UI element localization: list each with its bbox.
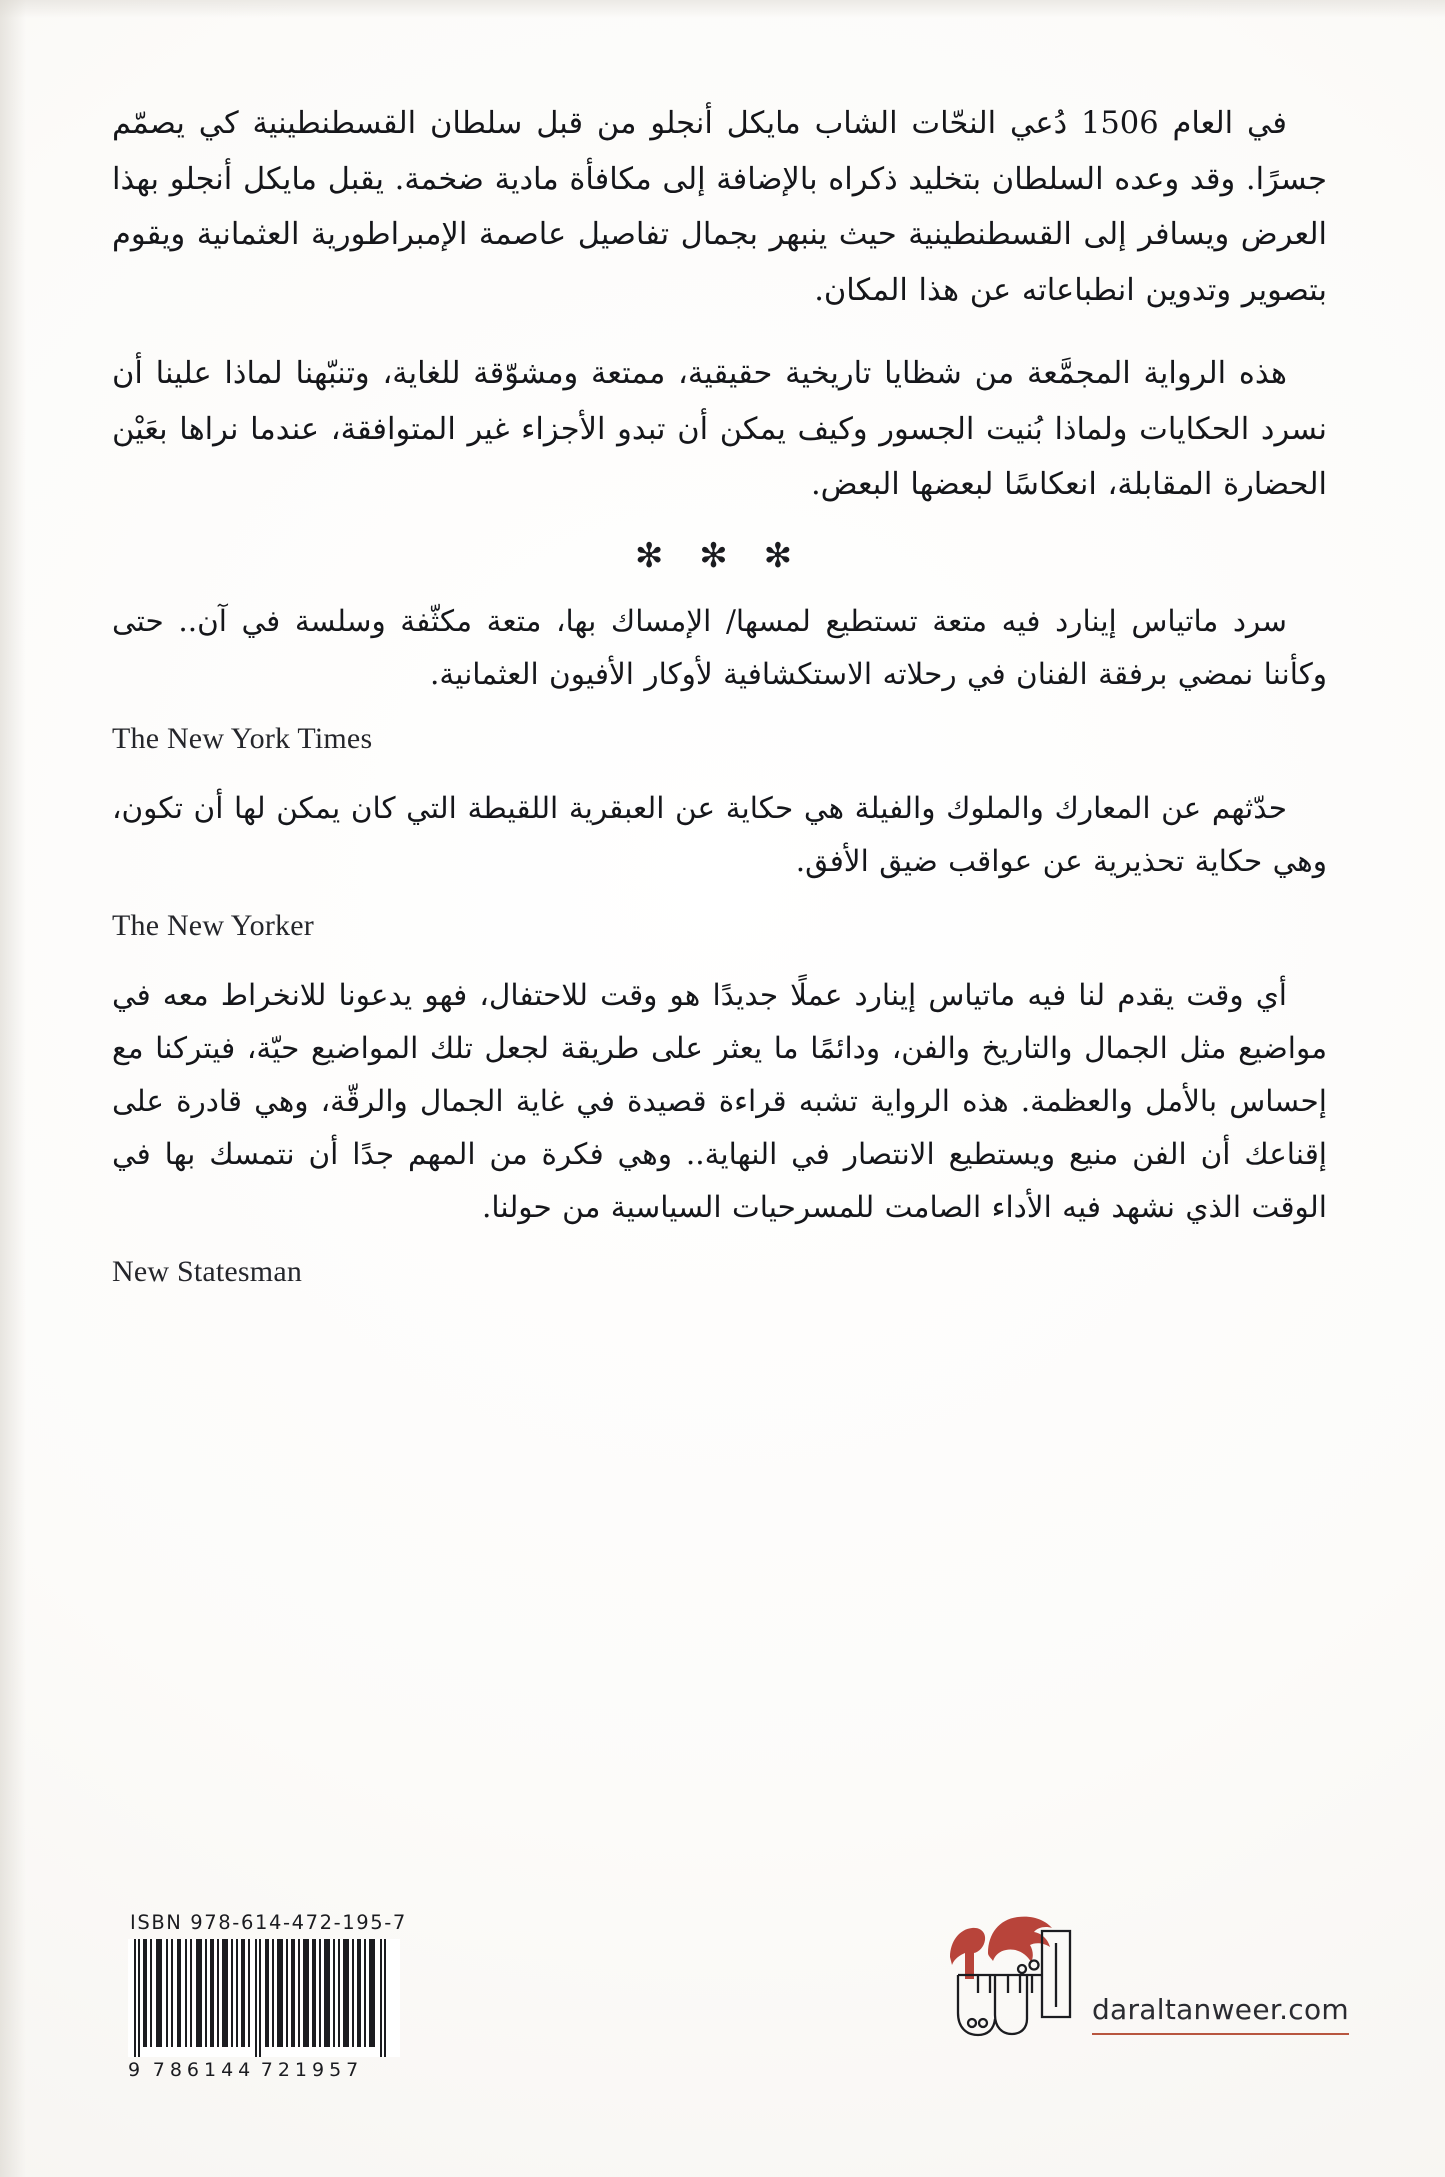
cover-text-content (112, 96, 1327, 1315)
review-quote-3: أي وقت يقدم لنا فيه ماتياس إينارد عملًا جديدًا هو وقت للاحتفال، فهو يدعونا للانخراط معه في مواضيع مثل الجمال والتاريخ والفن، ودائمًا ما يعثر على طريقة لجعل تلك المواضيع حيّة، فيتركنا مع إحساس بالأمل والعظمة. هذه الرواية تشبه قراءة قصيدة في غاية الجمال والرقّة، وهي قادرة على إقناعك أن الفن منيع ويستطيع الانتصار في النهاية.. وهي فكرة من المهم جدًا أن نتمسك بها في الوقت الذي نشهد فيه الأداء الصامت للمسرحيات السياسية من حولنا. (112, 977, 1327, 1225)
asterisk-divider (112, 535, 1327, 576)
review-source-3: New Statesman (112, 1255, 303, 1289)
synopsis-paragraph-2: هذه الرواية المجمَّعة من شظايا تاريخية حقيقية، ممتعة ومشوّقة للغاية، وتنبّهنا لماذا علينا أن نسرد الحكايات ولماذا بُنيت الجسور وكيف يمكن أن تبدو الأجزاء غير المتوافقة، عندما نراها بعَيْن الحضارة المقابلة، انعكاسًا لبعضها البعض. (112, 356, 1327, 502)
synopsis-paragraph-1: في العام 1506 دُعي النحّات الشاب مايكل أنجلو من قبل سلطان القسطنطينية كي يصمّم جسرًا. وقد وعده السلطان بتخليد ذكراه بالإضافة إلى مكافأة مادية ضخمة. يقبل مايكل أنجلو بهذا العرض ويسافر إلى القسطنطينية حيث ينبهر بجمال تفاصيل عاصمة الإمبراطورية العثمانية ويقوم بتصوير وتدوين انطباعاته عن هذا المكان. (112, 106, 1327, 308)
review-source-1: The New York Times (112, 721, 373, 755)
cover-footer (0, 1787, 1445, 2087)
ean13-barcode (128, 1939, 400, 2057)
ean13-digits (128, 2059, 400, 2081)
barcode-block (128, 1911, 407, 2081)
ean-first-digit: 9 (128, 2059, 142, 2081)
review-quote-2: حدّثهم عن المعارك والملوك والفيلة هي حكاية عن العبقرية اللقيطة التي كان يمكن لها أن تكون، وهي حكاية تحذيرية عن عواقب ضيق الأفق. (112, 790, 1327, 878)
spacer (112, 324, 1327, 346)
ean-left-group: 786144 (152, 2059, 256, 2081)
review-source-2: The New Yorker (112, 908, 314, 942)
isbn-label: ISBN 978-614-472-195-7 (130, 1911, 407, 1934)
publisher-website-link[interactable]: daraltanweer.com (1092, 1992, 1349, 2035)
dar-al-tanweer-logo-mark (938, 1895, 1076, 2045)
review-quote-1: سرد ماتياس إينارد فيه متعة تستطيع لمسها/ الإمساك بها، متعة مكثّفة وسلسة في آن.. حتى وكأننا نمضي برفقة الفنان في رحلاته الاستكشافية لأوكار الأفيون العثمانية. (112, 603, 1327, 691)
asterisk-divider-glyphs: ✻ ✻ ✻ (634, 535, 805, 576)
ean-right-group: 721957 (260, 2059, 364, 2081)
barcode-bars (128, 1939, 400, 2057)
publisher-block (938, 1895, 1349, 2045)
publisher-logo (938, 1895, 1076, 2045)
